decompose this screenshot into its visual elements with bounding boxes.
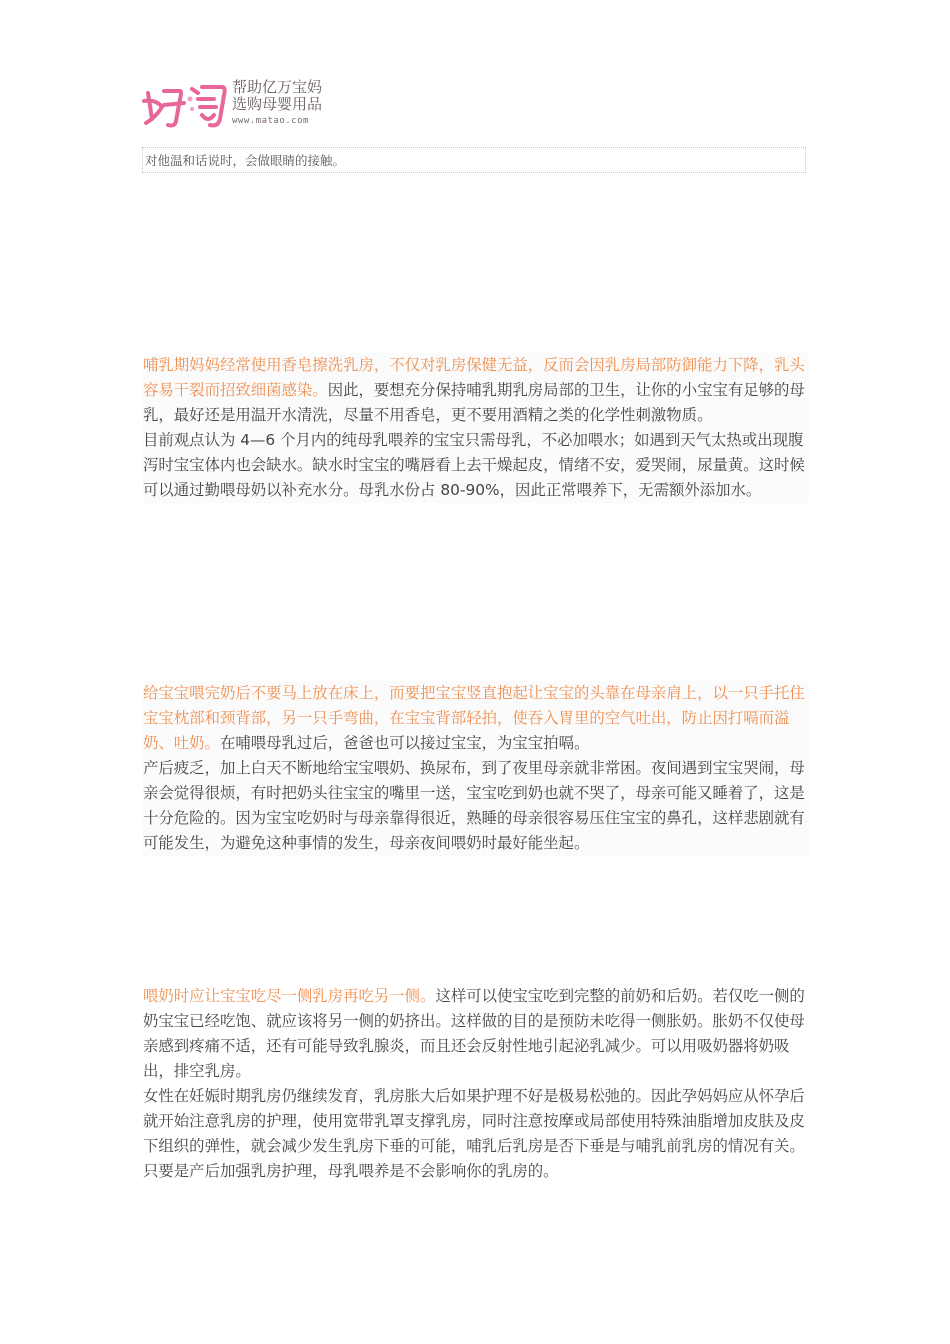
paragraph: [143, 756, 809, 856]
logo-url: www.matao.com: [232, 116, 309, 126]
brand-logo[interactable]: [142, 75, 342, 135]
logo-tagline: [232, 79, 322, 113]
highlighted-text: 哺乳期妈妈经常使用香皂擦洗乳房，不仅对乳房保健无益，反而会因乳房局部防御能力下降，乳头容易干裂而招致细菌感染。: [143, 356, 805, 399]
paragraph: [143, 681, 809, 756]
body-text: 这样可以使宝宝吃到完整的前奶和后奶。若仅吃一侧的奶宝宝已经吃饱、就应该将另一侧的奶挤出。这样做的目的是预防未吃得一侧胀奶。胀奶不仅使母亲感到疼痛不适，还有可能导致乳腺炎，而且还会反射性地引起泌乳减少。可以用吸奶器将奶吸出，排空乳房。: [143, 987, 805, 1080]
highlighted-text: 喂奶时应让宝宝吃尽一侧乳房再吃另一侧。: [143, 987, 436, 1005]
paragraph: [143, 1084, 809, 1184]
paragraph: [143, 428, 809, 503]
paragraph: [143, 353, 809, 428]
body-text: 因此，要想充分保持哺乳期乳房局部的卫生，让你的小宝宝有足够的母乳，最好还是用温开水清洗，尽量不用香皂，更不要用酒精之类的化学性刺激物质。: [143, 381, 805, 424]
logo-tagline-line2: 选购母婴用品: [232, 95, 323, 113]
body-text: 女性在妊娠时期乳房仍继续发育，乳房胀大后如果护理不好是极易松弛的。因此孕妈妈应从怀孕后就开始注意乳房的护理，使用宽带乳罩支撑乳房，同时注意按摩或局部使用特殊油脂增加皮肤及皮下组织的弹性，就会减少发生乳房下垂的可能，哺乳后乳房是否下垂是与哺乳前乳房的情况有关。只要是产后加强乳房护理，母乳喂养是不会影响你的乳房的。: [143, 1087, 805, 1180]
image-caption: 对他温和话说时，会做眼睛的接触。: [142, 147, 806, 173]
article-section-2: [143, 681, 809, 856]
highlighted-text: 给宝宝喂完奶后不要马上放在床上，而要把宝宝竖直抱起让宝宝的头靠在母亲肩上，以一只手托住宝宝枕部和颈背部，另一只手弯曲，在宝宝背部轻拍，使吞入胃里的空气吐出，防止因打嗝而溢奶、吐奶。: [143, 684, 805, 752]
article-section-3: [143, 984, 809, 1184]
logo-tagline-line1: 帮助亿万宝妈: [232, 78, 323, 96]
article-section-1: [143, 353, 809, 503]
body-text: 目前观点认为 4—6 个月内的纯母乳喂养的宝宝只需母乳，不必加喂水；如遇到天气太热或出现腹泻时宝宝体内也会缺水。缺水时宝宝的嘴唇看上去干燥起皮，情绪不安，爱哭闹，尿量黄。这时候可以通过勤喂母奶以补充水分。母乳水份占 80-90%，因此正常喂养下，无需额外添加水。: [143, 431, 805, 499]
body-text: 在哺喂母乳过后，爸爸也可以接过宝宝，为宝宝拍嗝。: [219, 734, 590, 752]
paragraph: [143, 984, 809, 1084]
matao-logo-icon: [142, 79, 228, 131]
body-text: 产后疲乏，加上白天不断地给宝宝喂奶、换尿布，到了夜里母亲就非常困。夜间遇到宝宝哭闹，母亲会觉得很烦，有时把奶头往宝宝的嘴里一送，宝宝吃到奶也就不哭了，母亲可能又睡着了，这是十分危险的。因为宝宝吃奶时与母亲靠得很近，熟睡的母亲很容易压住宝宝的鼻孔，这样悲剧就有可能发生，为避免这种事情的发生，母亲夜间喂奶时最好能坐起。: [143, 759, 805, 852]
